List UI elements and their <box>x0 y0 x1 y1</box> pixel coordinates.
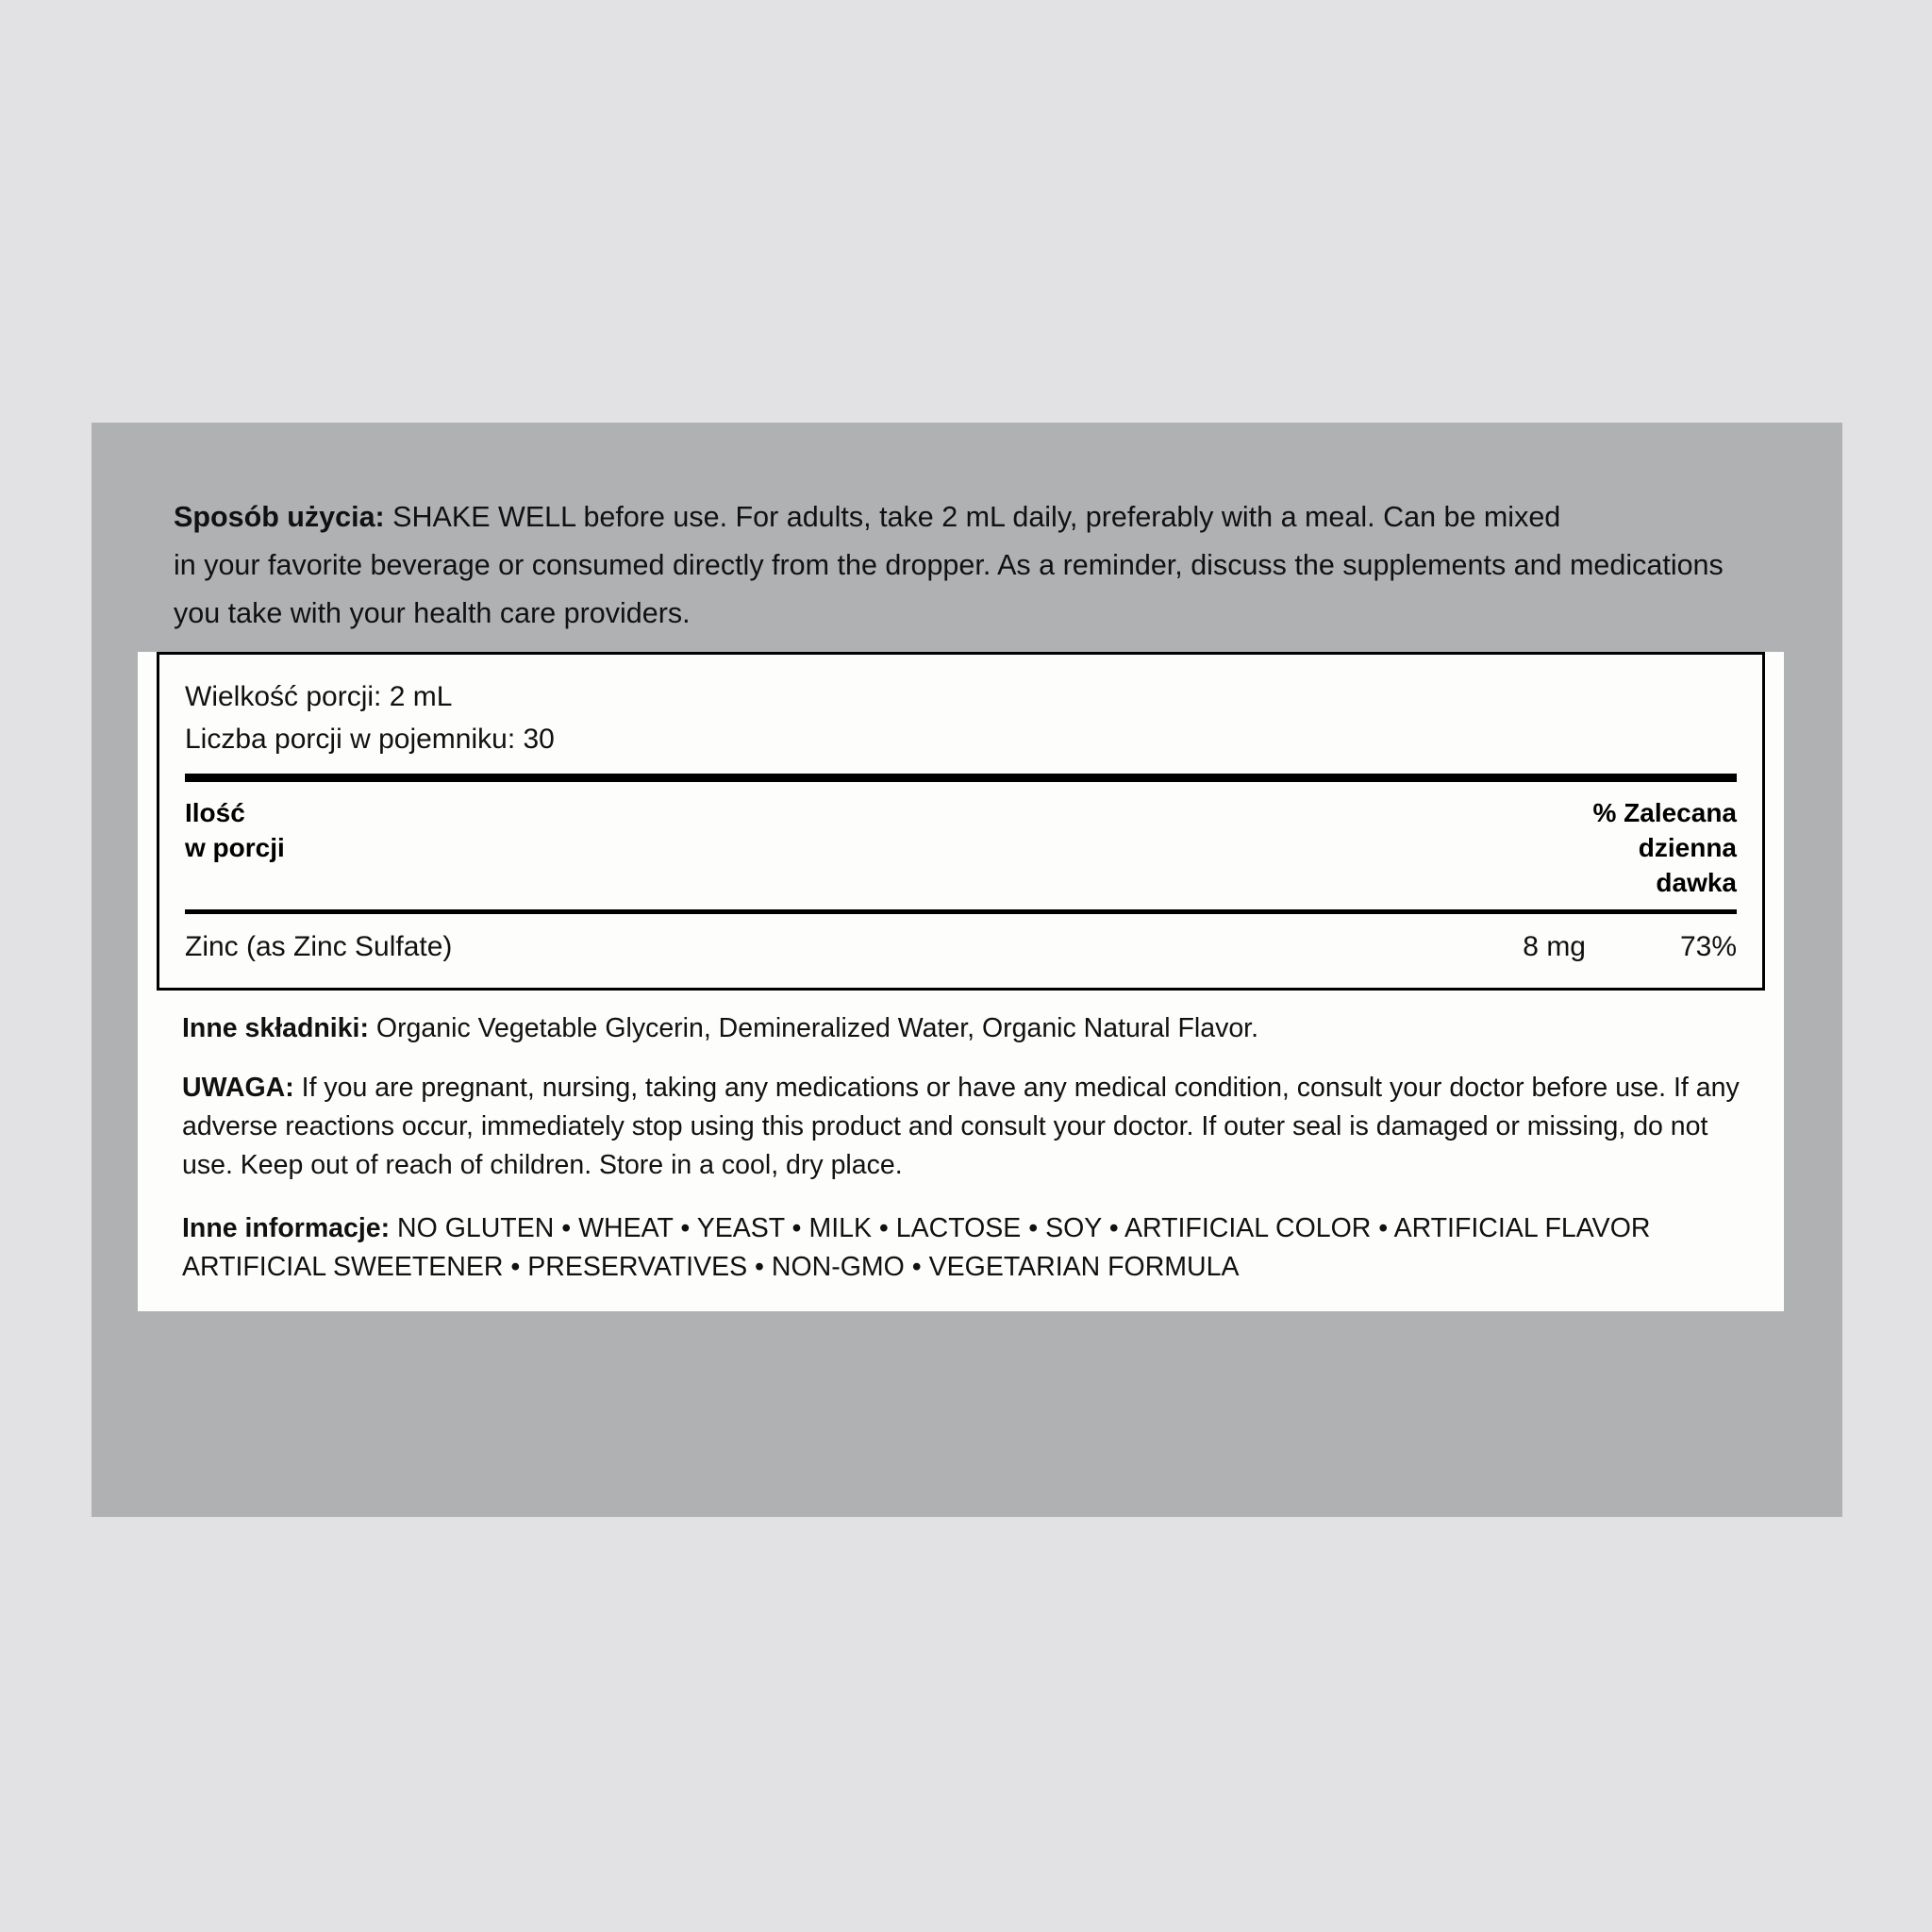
supplement-label-panel <box>92 423 1842 1517</box>
serving-size: Wielkość porcji: 2 mL <box>185 681 453 712</box>
amount-header-line-2: w porcji <box>185 833 285 862</box>
other-ingredients-text: Organic Vegetable Glycerin, Demineralized Water, Organic Natural Flavor. <box>368 1013 1259 1043</box>
supplement-facts-box <box>157 652 1765 991</box>
supplement-facts-container <box>138 652 1784 1311</box>
directions-line-1 <box>174 493 1768 541</box>
table-row <box>185 914 1737 978</box>
warning-heading: UWAGA: <box>182 1073 294 1103</box>
other-information-text-1: NO GLUTEN • WHEAT • YEAST • MILK • LACTOSE • SOY • ARTIFICIAL COLOR • ARTIFICIAL FLAVOR <box>390 1213 1651 1243</box>
daily-value-header <box>1592 795 1737 900</box>
directions-line-2: in your favorite beverage or consumed directly from the dropper. As a reminder, discuss the supplements and medications you take with your health care providers. <box>174 549 1724 629</box>
facts-header-row <box>185 782 1737 909</box>
other-information-line-2: ARTIFICIAL SWEETENER • PRESERVATIVES • NON-GMO • VEGETARIAN FORMULA <box>182 1252 1240 1282</box>
directions-text-1: SHAKE WELL before use. For adults, take 2 mL daily, preferably with a meal. Can be mixed <box>384 501 1561 533</box>
dv-header-line-1: % Zalecana <box>1592 798 1737 827</box>
directions-block <box>174 493 1768 638</box>
other-information-heading: Inne informacje: <box>182 1213 391 1243</box>
directions-heading: Sposób użycia: <box>174 501 385 533</box>
dv-header-line-3: dawka <box>1656 868 1737 897</box>
nutrient-amount: 8 mg <box>1523 931 1586 962</box>
amount-header-line-1: Ilość <box>185 798 245 827</box>
label-footer-text <box>138 1009 1784 1311</box>
servings-per-container: Liczba porcji w pojemniku: 30 <box>185 724 555 755</box>
other-information-line-1 <box>182 1209 1740 1248</box>
divider-thick-top <box>185 774 1737 782</box>
dv-header-line-2: dzienna <box>1638 833 1737 862</box>
amount-per-serving-header <box>185 795 285 865</box>
other-information <box>182 1209 1740 1287</box>
other-ingredients <box>182 1009 1740 1048</box>
nutrient-name: Zinc (as Zinc Sulfate) <box>185 931 453 962</box>
other-ingredients-heading: Inne składniki: <box>182 1013 369 1043</box>
warning-text: If you are pregnant, nursing, taking any medications or have any medical condition, consult your doctor before use. If any adverse reactions occur, immediately stop using this product and consult your doctor. If outer seal is damaged or missing, do not use. Keep out of reach of children. Store in a cool, dry place. <box>182 1073 1740 1180</box>
warning <box>182 1069 1740 1185</box>
nutrient-daily-value: 73% <box>1679 931 1737 962</box>
